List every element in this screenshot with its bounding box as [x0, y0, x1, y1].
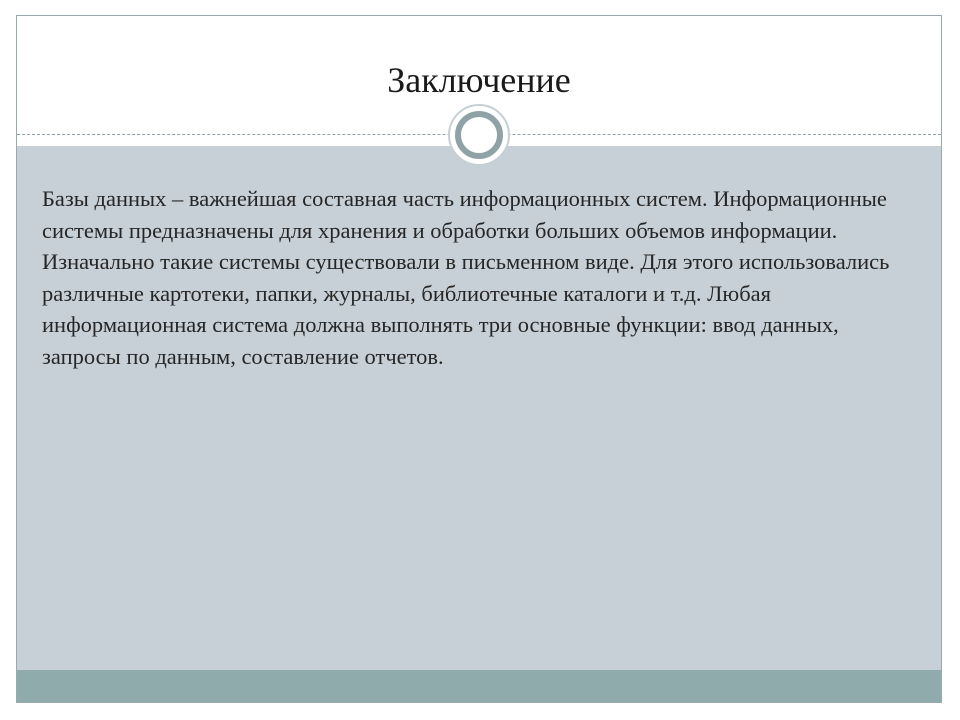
- slide: [16, 15, 942, 703]
- footer-bar: [17, 670, 941, 702]
- body-paragraph: Базы данных – важнейшая составная часть информационных систем. Информационные системы предназначены для хранения и обработки больших объемов информации. Изначально такие системы существовали в письменном виде. Для этого использовались различные картотеки, папки, журналы, библиотечные каталоги и т.д. Любая информационная система должна выполнять три основные функции: ввод данных, запросы по данным, составление отчетов.: [42, 186, 890, 369]
- circle-ring-icon: [447, 103, 511, 167]
- slide-title: Заключение: [387, 60, 571, 100]
